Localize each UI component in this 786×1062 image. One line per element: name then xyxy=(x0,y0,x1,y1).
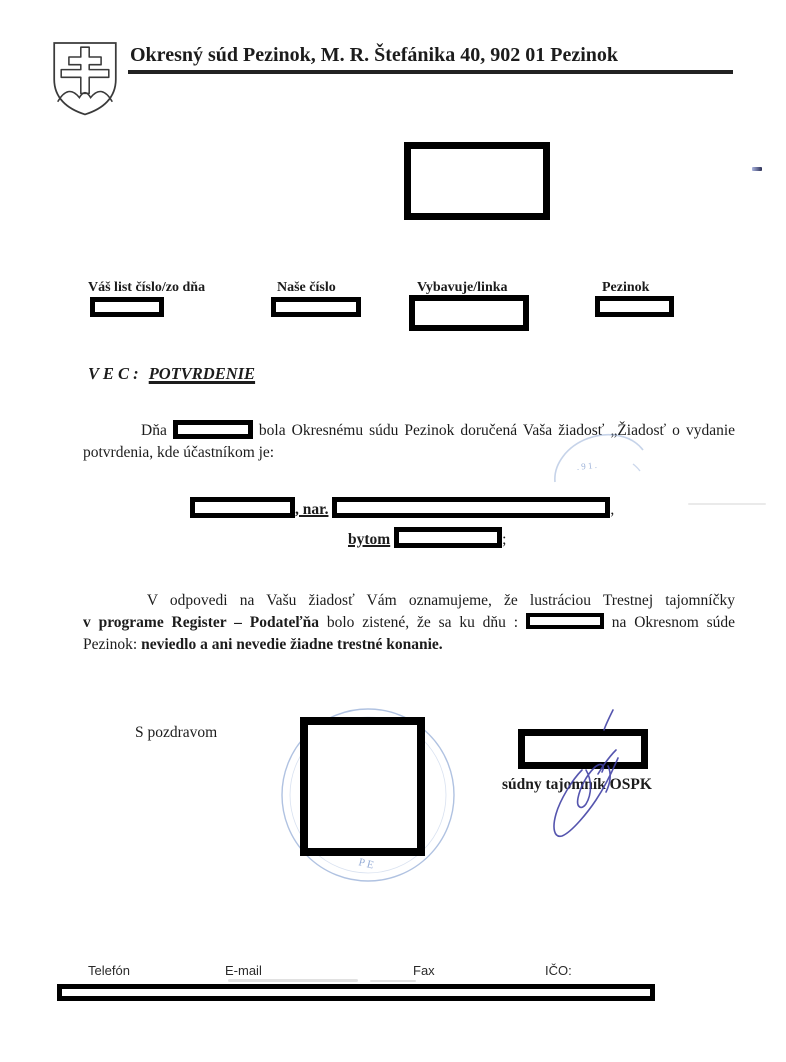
slovak-coat-of-arms-icon xyxy=(50,38,120,118)
party-line-name xyxy=(190,497,614,521)
p3-prefix: Pezinok: xyxy=(83,636,138,653)
p1-text: bola Okresnému súdu Pezinok doručená Vaša žiadosť „Žiadosť o vydanie xyxy=(258,422,736,439)
faint-stamp-marks: . 9 1 . xyxy=(576,459,598,472)
paragraph1-line2: potvrdenia, kde účastníkom je: xyxy=(83,444,275,461)
p3-bold-result: neviedlo a ani nevedie žiadne trestné konanie. xyxy=(141,636,443,653)
p1-date-prefix: Dňa xyxy=(141,422,167,439)
p2-bold-program: v programe Register – Podateľňa xyxy=(83,614,320,631)
subject-line xyxy=(88,364,255,384)
paragraph2-line3 xyxy=(83,634,735,656)
after-address-semicolon: ; xyxy=(502,531,507,548)
footer-telefon-label: Telefón xyxy=(88,963,130,978)
after-birth-comma: , xyxy=(610,501,615,518)
p2-text-1: V odpovedi na Vašu žiadosť Vám oznamujeme, že lustráciou Trestnej tajomníčky xyxy=(146,592,735,609)
date2-redaction-box xyxy=(526,613,604,629)
party-name-redaction-box xyxy=(190,497,295,518)
subject-title: POTVRDENIE xyxy=(148,364,256,383)
letterhead-rule xyxy=(128,70,733,74)
scan-remnant-text xyxy=(370,980,416,982)
ref-col-vybavuje-label: Vybavuje/linka xyxy=(417,280,508,295)
stamp-redaction-box xyxy=(300,717,425,856)
date-redaction-box xyxy=(173,420,253,439)
footer-redaction-bar xyxy=(57,984,655,1001)
party-line-address xyxy=(348,527,506,551)
ref-redaction-nase-cislo xyxy=(271,297,361,317)
scan-remnant-text xyxy=(228,979,358,982)
ink-speck xyxy=(752,167,762,171)
signer-title: súdny tajomník OSPK xyxy=(502,776,652,793)
footer-email-label: E-mail xyxy=(225,963,262,978)
birth-label: , nar. xyxy=(295,501,329,518)
ref-col-nase-cislo-label: Naše číslo xyxy=(277,280,336,295)
p2-text-2: bolo zistené, že sa ku dňu : xyxy=(326,614,519,631)
recipient-redaction-box xyxy=(404,142,550,220)
court-letterhead-title: Okresný súd Pezinok, M. R. Štefánika 40, 902 01 Pezinok xyxy=(130,44,618,66)
ref-redaction-vybavuje xyxy=(409,295,529,331)
scan-streak xyxy=(688,503,766,505)
stamp-letters: P E xyxy=(357,856,375,872)
ref-redaction-vas-list xyxy=(90,297,164,317)
party-birth-redaction-box xyxy=(332,497,610,518)
paragraph1-line1 xyxy=(83,420,735,442)
residence-label: bytom xyxy=(348,531,391,548)
signer-name-redaction-box xyxy=(518,729,648,769)
ref-col-pezinok-label: Pezinok xyxy=(602,280,650,295)
footer-ico-label: IČO: xyxy=(545,963,572,978)
ref-redaction-pezinok xyxy=(595,296,674,317)
subject-label: V E C : xyxy=(88,364,139,383)
p2-text-3: na Okresnom súde xyxy=(611,614,736,631)
ref-col-vas-list-label: Váš list číslo/zo dňa xyxy=(88,280,206,295)
paragraph2-line1 xyxy=(83,590,735,612)
party-address-redaction-box xyxy=(394,527,502,548)
closing-salutation: S pozdravom xyxy=(135,724,218,741)
paragraph2-line2 xyxy=(83,612,735,634)
footer-fax-label: Fax xyxy=(413,963,435,978)
